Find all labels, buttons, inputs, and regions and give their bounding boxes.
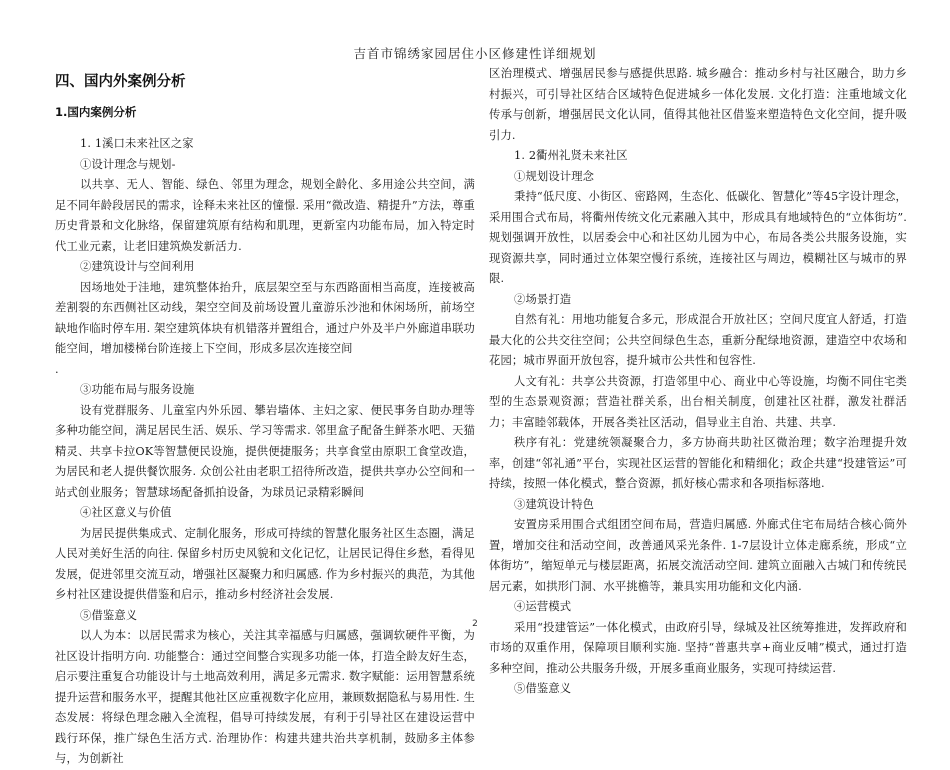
case-title: 1. 1溪口未来社区之家 <box>80 137 194 150</box>
subheading: ③功能布局与服务设施 <box>80 383 195 396</box>
paragraph: 安置房采用围合式组团空间布局，营造归属感. 外廊式住宅布局结合核心筒外置，增加交往和活动空间，改善通风采光条件. 1-7层设计立体走廊系统，形成“立体街坊”，缩短单元与楼层距离，拓展交流活动空间. 建筑立面融入古城门和传统民居元素，如拱形门洞、水平挑檐等，兼具实用功能和文化内涵. <box>489 518 907 593</box>
subheading: ③建筑设计特色 <box>514 497 595 511</box>
paragraph-fragment: . <box>55 362 59 376</box>
subheading: ⑤借鉴意义 <box>80 608 138 622</box>
subheading: ①设计理念与规划- <box>80 157 176 171</box>
paragraph: 以人为本：以居民需求为核心，关注其幸福感与归属感，强调软硬件平衡，为社区设计指明方向. 功能整合：通过空间整合实现多功能一体，打造全龄友好生态，启示要注重复合功能设计与土地高效利用，满足多元需求. 数字赋能：运用智慧系统提升运营和服务水平，提醒其他社区应重视数字化应用，兼顾数据隐私与易用性. 生态发展：将绿色理念融入全流程，倡导可持续发展，有利于引导社区在建设运营中践行环保，推广绿色生活方式. 治理协作：构建共建共治共享机制，鼓励多主体参与，为创新社 <box>55 629 475 765</box>
subheading: ②建筑设计与空间利用 <box>80 260 195 273</box>
right-column <box>489 64 907 700</box>
page-number: 2 <box>472 619 478 629</box>
paragraph: 采用“投建管运”一体化模式，由政府引导，绿城及社区统筹推进，发挥政府和市场的双重作用，保障项目顺利实施. 坚持“普惠共享+商业反哺”模式，通过打造多种空间，推动公共服务升级，开展多重商业服务，实现可持续运营. <box>489 620 907 675</box>
left-column <box>55 134 475 770</box>
subheading: ④运营模式 <box>514 600 572 613</box>
document-header: 吉首市锦绣家园居住小区修建性详细规划 <box>353 46 597 61</box>
paragraph: 秉持“低尺度、小街区、密路网，生态化、低碳化、智慧化”等45字设计理念，采用围合式布局，将衢州传统文化元素融入其中，形成具有地域特色的“立体街坊”. 规划强调开放性，以居委会中心和社区幼儿园为中心，布局各类公共服务设施，实现资源共享，同时通过立体架空慢行系统，连接社区与周边，模糊社区与城市的界限. <box>489 190 907 285</box>
chapter-heading: 四、国内外案例分析 <box>55 74 186 90</box>
paragraph: 以共享、无人、智能、绿色、邻里为理念，规划全龄化、多用途公共空间，满足不同年龄段居民的需求，诠释未来社区的憧憬. 采用“微改造、精提升”方法，尊重历史背景和文化脉络，保留建筑原有结构和肌理，更新室内功能布局，加入特定时代工业元素，让老旧建筑焕发新活力. <box>55 178 475 253</box>
subheading: ⑤借鉴意义 <box>514 682 572 695</box>
subheading: ①规划设计理念 <box>514 169 595 183</box>
paragraph: 人文有礼：共享公共资源，打造邻里中心、商业中心等设施，均衡不同住宅类型的生态景观资源；营造社群关系，出台相关制度，创建社区社群，激发社群活力；丰富睦邻载体，开展各类社区活动，倡导业主自治、共建、共享. <box>489 374 907 429</box>
paragraph: 设有党群服务、儿童室内外乐园、攀岩墙体、主妇之家、便民事务自助办理等多种功能空间，满足居民生活、娱乐、学习等需求. 邻里盒子配备生鲜茶水吧、天猫精灵、共享卡拉OK等智慧便民设施，提供便捷服务；共享食堂由原职工食堂改造，为居民和老人提供餐饮服务. 众创公社由老职工招待所改造，提供共享办公空间和一站式创业服务；智慧球场配备抓拍设备，为球员记录精彩瞬间 <box>55 403 475 499</box>
paragraph: 因场地处于洼地，建筑整体抬升，底层架空至与东西路面相当高度，连接被高差割裂的东西侧社区动线，架空空间及前场设置儿童游乐沙池和休闲场所，前场空缺地作临时停车用. 架空建筑体块有机错落并置组合，通过户外及半户外廊道串联功能空间，增加楼梯台阶连接上下空间，形成多层次连接空间 <box>55 280 475 355</box>
paragraph: 秩序有礼：党建统领凝聚合力，多方协商共助社区微治理；数字治理提升效率，创建“邻礼通”平台，实现社区运营的智能化和精细化；政企共建“投建管运”可持续，按照一体化模式，整合资源，抓好核心需求和各项指标落地. <box>489 436 907 490</box>
paragraph: 自然有礼：用地功能复合多元，形成混合开放社区；空间尺度宜人舒适，打造最大化的公共交往空间；公共空间绿色生态，重新分配绿地资源，建造空中农场和花园；城市界面开放包容，提升城市公共性和包容性. <box>489 313 907 367</box>
subheading: ②场景打造 <box>514 292 572 306</box>
subheading: ④社区意义与价值 <box>80 506 172 519</box>
paragraph: 为居民提供集成式、定制化服务，形成可持续的智慧化服务社区生态圈，满足人民对美好生活的向往. 保留乡村历史风貌和文化记忆，让居民记得住乡愁，看得见发展，促进邻里交流互动，增强社区凝聚力和归属感. 作为乡村振兴的典范，为其他乡村社区建设提供借鉴和启示，推动乡村经济社会发展. <box>55 526 475 601</box>
case-title: 1. 2衢州礼贤未来社区 <box>514 149 628 162</box>
section-heading: 1.国内案例分析 <box>55 105 137 119</box>
paragraph-continuation: 区治理模式、增强居民参与感提供思路. 城乡融合：推动乡村与社区融合，助力乡村振兴，可引导社区结合区域特色促进城乡一体化发展. 文化打造：注重地域文化传承与创新，增强居民文化认同，值得其他社区借鉴来塑造特色文化空间，提升吸引力. <box>489 67 907 142</box>
